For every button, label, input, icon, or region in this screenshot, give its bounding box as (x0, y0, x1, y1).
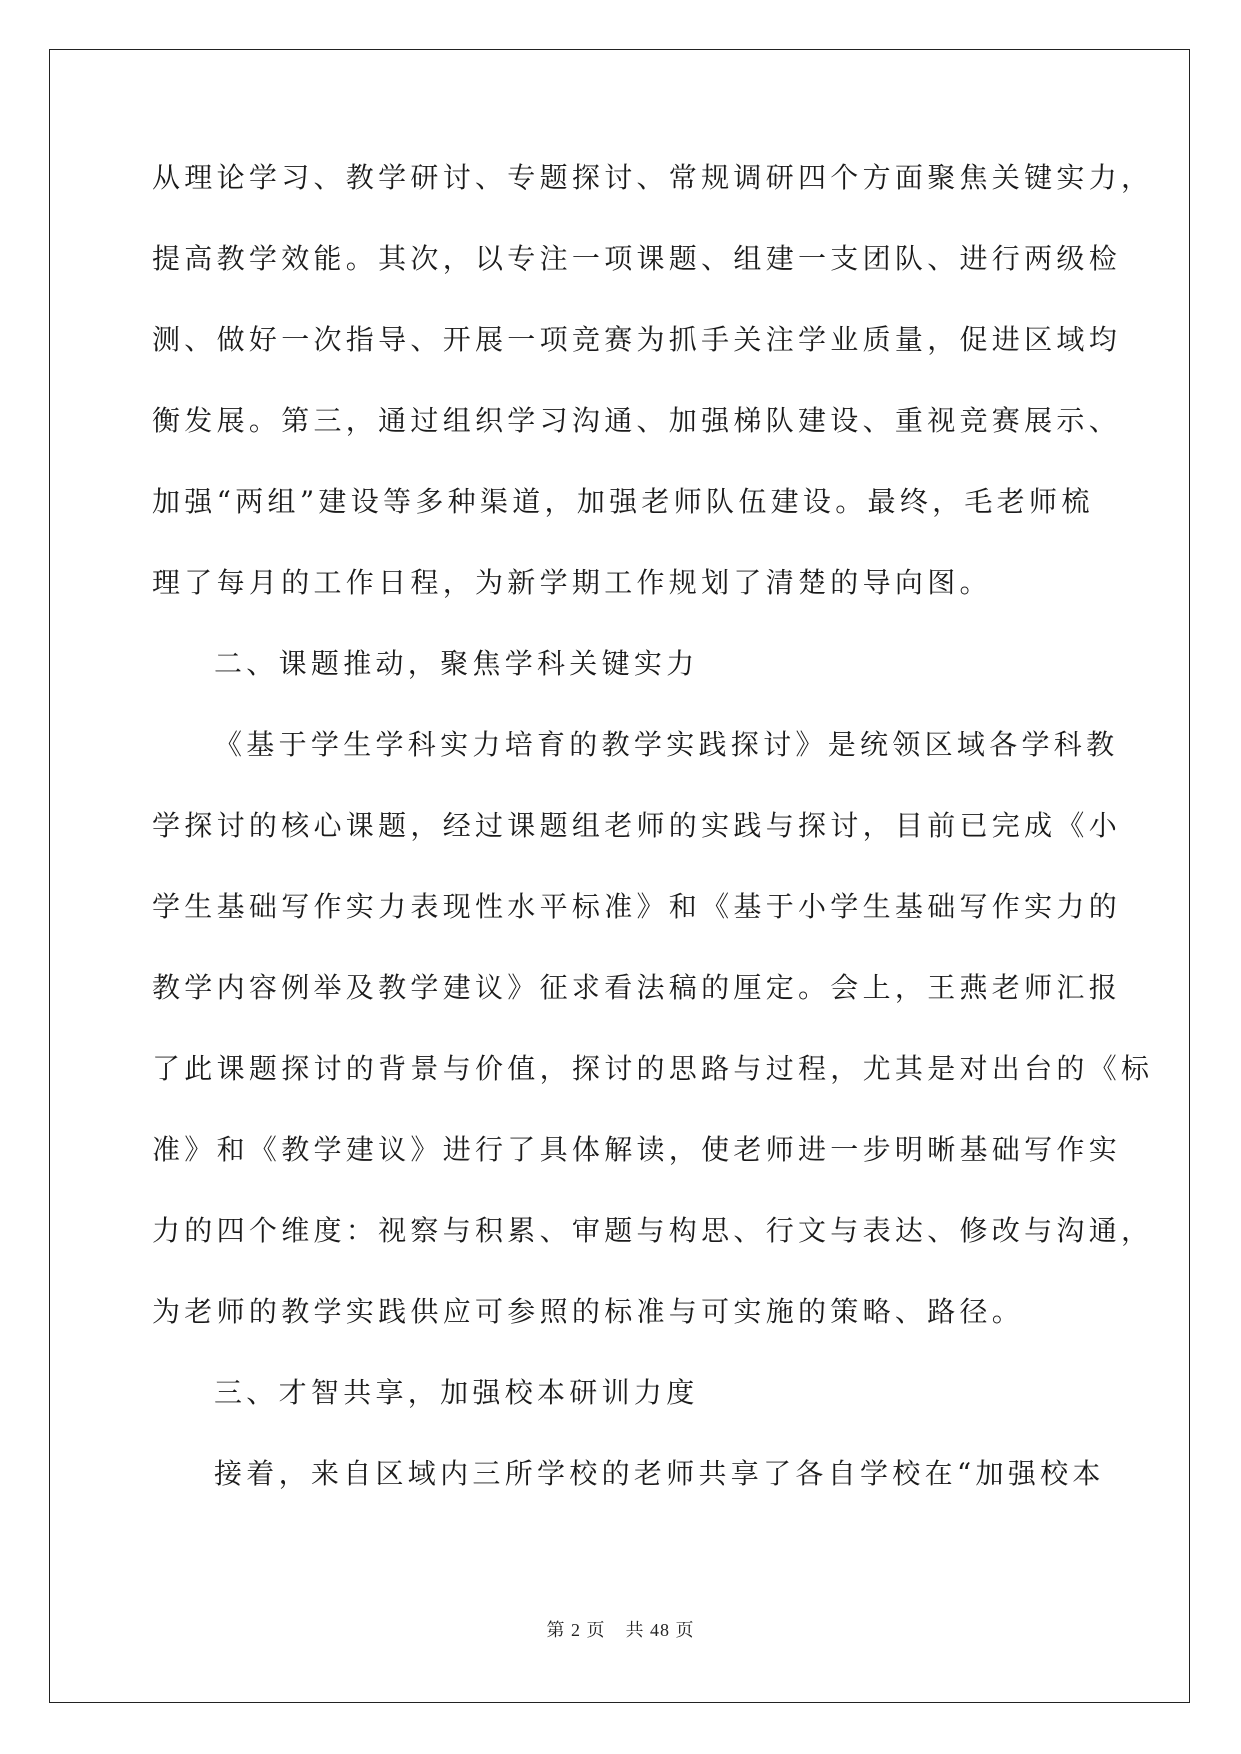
document-body (152, 161, 1154, 1539)
paragraph-line: 理了每月的工作日程，为新学期工作规划了清楚的导向图。 (152, 566, 992, 599)
paragraph-line: 从理论学习、教学研讨、专题探讨、常规调研四个方面聚焦关键实力， (152, 161, 1154, 194)
paragraph-line: 学探讨的核心课题，经过课题组老师的实践与探讨，目前已完成《小 (152, 809, 1122, 842)
paragraph-line: 加强“两组”建设等多种渠道，加强老师队伍建设。最终，毛老师梳 (152, 485, 1094, 518)
section-heading: 二、课题推动，聚焦学科关键实力 (214, 647, 699, 680)
paragraph-line: 教学内容例举及教学建议》征求看法稿的厘定。会上，王燕老师汇报 (152, 971, 1122, 1004)
paragraph-line: 为老师的教学实践供应可参照的标准与可实施的策略、路径。 (152, 1295, 1025, 1328)
paragraph-line: 《基于学生学科实力培育的教学实践探讨》是统领区域各学科教 (214, 728, 1119, 761)
paragraph-line: 了此课题探讨的背景与价值，探讨的思路与过程，尤其是对出台的《标 (152, 1052, 1154, 1085)
paragraph-line: 力的四个维度：视察与积累、审题与构思、行文与表达、修改与沟通， (152, 1214, 1154, 1247)
paragraph-line: 接着，来自区域内三所学校的老师共享了各自学校在“加强校本 (214, 1457, 1105, 1490)
page-number: 第 2 页 (546, 1620, 606, 1640)
paragraph-line: 测、做好一次指导、开展一项竞赛为抓手关注学业质量，促进区域均 (152, 323, 1122, 356)
paragraph-line: 提高教学效能。其次，以专注一项课题、组建一支团队、进行两级检 (152, 242, 1122, 275)
section-heading: 三、才智共享，加强校本研训力度 (214, 1376, 699, 1409)
page-total: 共 48 页 (625, 1620, 695, 1640)
page-footer (0, 1616, 1241, 1642)
paragraph-line: 衡发展。第三，通过组织学习沟通、加强梯队建设、重视竞赛展示、 (152, 404, 1122, 437)
paragraph-line: 学生基础写作实力表现性水平标准》和《基于小学生基础写作实力的 (152, 890, 1122, 923)
paragraph-line: 准》和《教学建议》进行了具体解读，使老师进一步明晰基础写作实 (152, 1133, 1122, 1166)
